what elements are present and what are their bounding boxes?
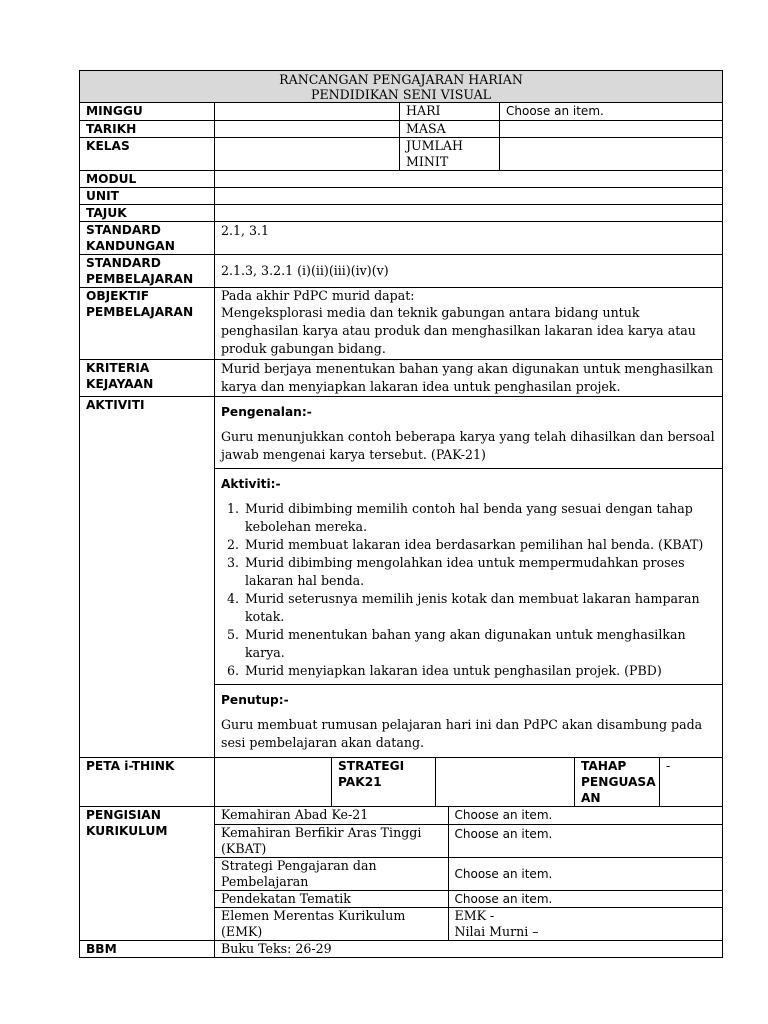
hari-label: HARI [400,103,500,121]
jumlah-label-line2: MINIT [406,154,449,169]
pengisian-label-line1: PENGISIAN [86,808,161,822]
objektif-value[interactable] [215,288,723,360]
jumlah-minit-field[interactable] [500,138,723,171]
pengenalan-text: Guru menunjukkan contoh beberapa karya yang telah dihasilkan dan bersoal jawab mengenai karya tersebut. (PAK-21) [221,429,715,462]
aktiviti-list [221,500,716,680]
jumlah-label-line1: JUMLAH [406,138,463,153]
pengisian-row-1-dropdown[interactable]: Choose an item. [448,807,723,824]
tahap-label-line3: AN [581,791,601,805]
pengisian-row-1-name: Kemahiran Abad Ke-21 [221,807,369,822]
emk-line: EMK - [454,907,495,923]
strategi-label-line1: STRATEGI [338,759,405,773]
jumlah-minit-label [400,138,500,171]
aktiviti-heading: Aktiviti:- [221,477,281,491]
tajuk-field[interactable] [215,205,723,222]
strategi-pak21-label [332,758,436,807]
aktiviti-item-5: 5. Murid menentukan bahan yang akan digunakan untuk menghasilkan karya. [243,626,716,662]
bbm-label: BBM [80,940,215,957]
pengisian-row-5-name: Elemen Merentas Kurikulum (EMK) [215,907,448,940]
aktiviti-item-1: 1. Murid dibimbing memilih contoh hal benda yang sesuai dengan tahap kebolehan mereka. [243,500,716,536]
pengisian-row-2-dropdown[interactable]: Choose an item. [448,824,723,857]
obj-label-line1: OBJEKTIF [86,289,150,303]
kelas-label: KELAS [80,138,215,171]
obj-label-line2: PEMBELAJARAN [86,305,194,319]
masa-field[interactable] [500,121,723,138]
pengenalan-section[interactable] [215,404,722,469]
objektif-intro: Pada akhir PdPC murid dapat: [221,288,415,303]
sk-label-line1: STANDARD [86,223,161,237]
aktiviti-label: AKTIVITI [80,397,215,758]
kriteria-label [80,360,215,397]
peta-ithink-field[interactable] [215,758,332,807]
pengenalan-heading: Pengenalan:- [221,405,312,419]
aktiviti-item-3: 3. Murid dibimbing mengolahkan idea untuk mempermudahkan proses lakaran hal benda. [243,554,716,590]
pengisian-label-line2: KURIKULUM [86,824,168,838]
masa-label: MASA [400,121,500,138]
bbm-value[interactable]: Buku Teks: 26-29 [215,940,723,957]
tahap-label-line2: PENGUASA [581,775,656,789]
title-line-2: PENDIDIKAN SENI VISUAL [310,87,492,102]
pengisian-row-4-name: Pendekatan Tematik [215,890,448,907]
tarikh-field[interactable] [215,121,400,138]
pengisian-row-3-dropdown[interactable]: Choose an item. [448,857,723,890]
standard-pembelajaran-value[interactable]: 2.1.3, 3.2.1 (i)(ii)(iii)(iv)(v) [215,255,723,288]
unit-label: UNIT [80,188,215,205]
lesson-plan-table [79,70,723,758]
strategi-label-line2: PAK21 [338,775,382,789]
hari-dropdown[interactable]: Choose an item. [500,103,723,121]
standard-kandungan-label [80,222,215,255]
peta-ithink-label: PETA i-THINK [80,758,215,807]
modul-field[interactable] [215,171,723,188]
tajuk-label: TAJUK [80,205,215,222]
pengisian-row-4-dropdown[interactable]: Choose an item. [448,890,723,907]
pengisian-kurikulum-label [80,807,215,941]
aktiviti-item-4: 4. Murid seterusnya memilih jenis kotak dan membuat lakaran hamparan kotak. [243,590,716,626]
tarikh-label: TARIKH [80,121,215,138]
tahap-penguasaan-label [575,758,660,807]
penutup-heading: Penutup:- [221,693,289,707]
strategi-pak21-field[interactable] [436,758,575,807]
pengisian-row-2-name: Kemahiran Berfikir Aras Tinggi (KBAT) [215,824,448,857]
tahap-penguasaan-field[interactable]: - [660,758,723,807]
document-title [80,71,723,103]
aktiviti-item-2: 2. Murid membuat lakaran idea berdasarkan pemilihan hal benda. (KBAT) [243,536,716,554]
objektif-label [80,288,215,360]
kelas-field[interactable] [215,138,400,171]
aktiviti-content [215,397,723,758]
objektif-text: Mengeksplorasi media dan teknik gabungan antara bidang untuk penghasilan karya atau produk dan menghasilkan lakaran idea karya atau produk gabungan bidang. [221,305,696,356]
aktiviti-item-6: 6. Murid menyiapkan lakaran idea untuk penghasilan projek. (PBD) [243,662,716,680]
standard-pembelajaran-label [80,255,215,288]
modul-label: MODUL [80,171,215,188]
kriteria-text: Murid berjaya menentukan bahan yang akan digunakan untuk menghasilkan karya dan menyiapkan lakaran idea untuk penghasilan projek. [221,361,714,394]
minggu-field[interactable] [215,103,400,121]
title-line-1: RANCANGAN PENGAJARAN HARIAN [279,72,523,87]
pengisian-kurikulum-table [215,807,723,940]
penutup-text: Guru membuat rumusan pelajaran hari ini dan PdPC akan disambung pada sesi pembelajaran akan datang. [221,717,703,750]
penutup-section[interactable] [215,692,722,757]
kk-label-line1: KRITERIA [86,361,150,375]
lesson-plan-bottom-table [79,758,723,958]
tahap-label-line1: TAHAP [581,759,627,773]
sp-label-line1: STANDARD [86,256,161,270]
standard-kandungan-value[interactable]: 2.1, 3.1 [215,222,723,255]
sp-label-line2: PEMBELAJARAN [86,272,194,286]
kriteria-value[interactable] [215,360,723,397]
sk-label-line2: KANDUNGAN [86,239,175,253]
nilai-murni-line: Nilai Murni – [454,923,539,939]
aktiviti-section[interactable] [215,476,722,685]
pengisian-kurikulum-content [215,807,723,941]
pengisian-row-3-name: Strategi Pengajaran dan Pembelajaran [215,857,448,890]
unit-field[interactable] [215,188,723,205]
minggu-label: MINGGU [80,103,215,121]
lesson-plan-sheet [79,70,722,958]
pengisian-row-5-value[interactable] [448,907,723,940]
kk-label-line2: KEJAYAAN [86,377,154,391]
